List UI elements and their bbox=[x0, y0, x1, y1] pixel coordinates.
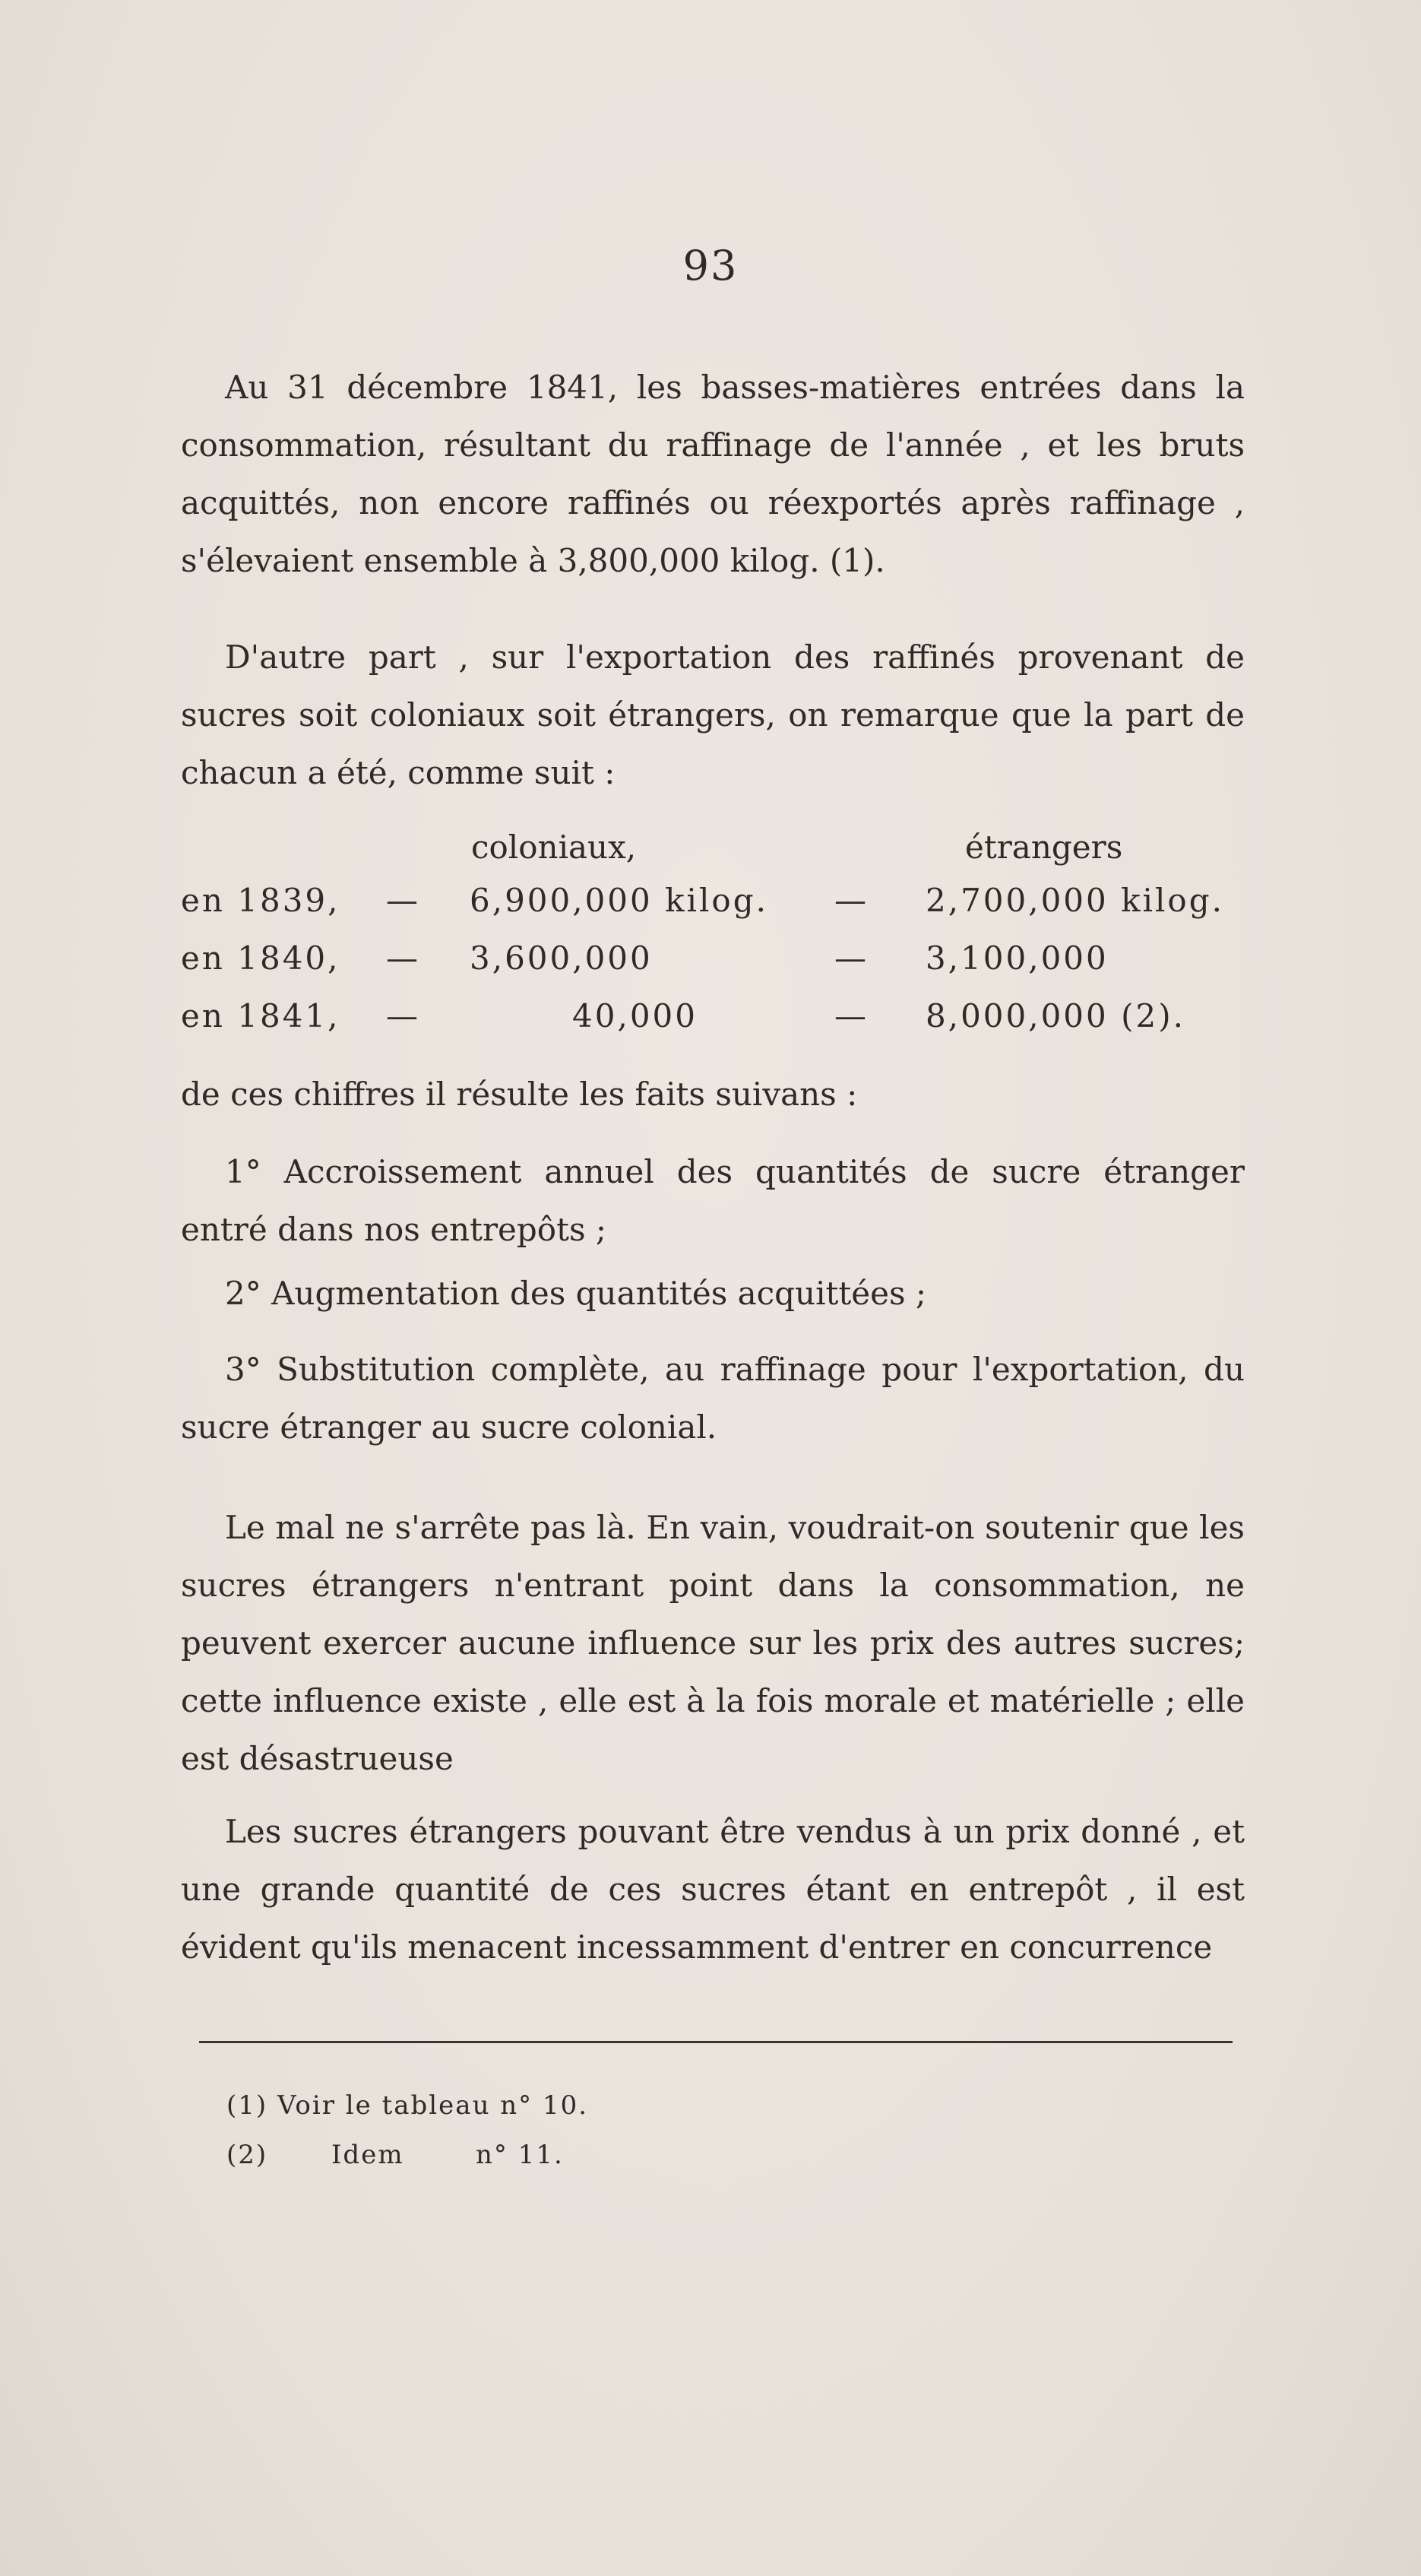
table-header-etranger: étrangers bbox=[965, 829, 1123, 866]
row-dash: — bbox=[834, 939, 869, 977]
row-colonial-value: 6,900,000 kilog. bbox=[470, 882, 768, 919]
paragraph-1-text: Au 31 décembre 1841, les basses-matières entrées dans la consommation, résultant du raffinage de l'année , et les bruts acquittés, non encore raffinés ou réexportés après raffinage , s'élevaient ensemble à 3,800,000 kilog. (1). bbox=[181, 369, 1245, 579]
row-dash: — bbox=[834, 997, 869, 1035]
paragraph-4-text: Le mal ne s'arrête pas là. En vain, voudrait-on soutenir que les sucres étrangers n'entrant point dans la consommation, ne peuvent exercer aucune influence sur les prix des autres sucres; cette influence existe , elle est à la fois morale et matérielle ; elle est désastrueuse bbox=[181, 1509, 1245, 1777]
list-item-text: 2° Augmentation des quantités acquittées ; bbox=[225, 1275, 927, 1312]
footnote-2-idem: Idem bbox=[331, 2140, 404, 2170]
row-year: en 1841, bbox=[181, 997, 340, 1035]
list-item-text: 1° Accroissement annuel des quantités de sucre étranger entré dans nos entrepôts ; bbox=[181, 1153, 1245, 1248]
paragraph-5 bbox=[181, 1803, 1245, 1976]
row-colonial-value: 40,000 bbox=[572, 997, 698, 1035]
footnote-2-number: n° 11. bbox=[476, 2140, 564, 2170]
paragraph-5-text: Les sucres étrangers pouvant être vendus à un prix donné , et une grande quantité de ces sucres étant en entrepôt , il est évident qu'ils menacent incessamment d'entrer en concurrence bbox=[181, 1813, 1245, 1966]
row-dash: — bbox=[386, 939, 420, 977]
row-year: en 1840, bbox=[181, 939, 340, 977]
list-item bbox=[181, 1265, 1245, 1323]
footnote-2-ref: (2) bbox=[226, 2140, 268, 2170]
row-etranger-value: 3,100,000 bbox=[926, 939, 1109, 977]
list-item bbox=[181, 1143, 1245, 1259]
row-etranger-value: 8,000,000 (2). bbox=[926, 997, 1185, 1035]
conclusion-line bbox=[181, 1066, 1245, 1123]
list-item bbox=[181, 1341, 1245, 1456]
footnote-1: (1) Voir le tableau n° 10. bbox=[226, 2090, 589, 2121]
paragraph-1 bbox=[181, 359, 1245, 590]
row-dash: — bbox=[386, 997, 420, 1035]
paragraph-4 bbox=[181, 1499, 1245, 1788]
footnote-2 bbox=[226, 2140, 564, 2170]
footnote-divider bbox=[199, 2041, 1233, 2043]
row-colonial-value: 3,600,000 bbox=[470, 939, 653, 977]
table-header-colonial: coloniaux, bbox=[471, 829, 637, 866]
conclusion-text: de ces chiffres il résulte les faits suivans : bbox=[181, 1076, 858, 1113]
page-number: 93 bbox=[682, 242, 739, 290]
list-item-text: 3° Substitution complète, au raffinage pour l'exportation, du sucre étranger au sucre colonial. bbox=[181, 1351, 1245, 1446]
row-year: en 1839, bbox=[181, 882, 340, 919]
row-etranger-value: 2,700,000 kilog. bbox=[926, 882, 1224, 919]
paragraph-2-text: D'autre part , sur l'exportation des raffinés provenant de sucres soit coloniaux soit étrangers, on remarque que la part de chacun a été, comme suit : bbox=[181, 638, 1245, 791]
row-dash: — bbox=[834, 882, 869, 919]
paragraph-2 bbox=[181, 629, 1245, 802]
row-dash: — bbox=[386, 882, 420, 919]
